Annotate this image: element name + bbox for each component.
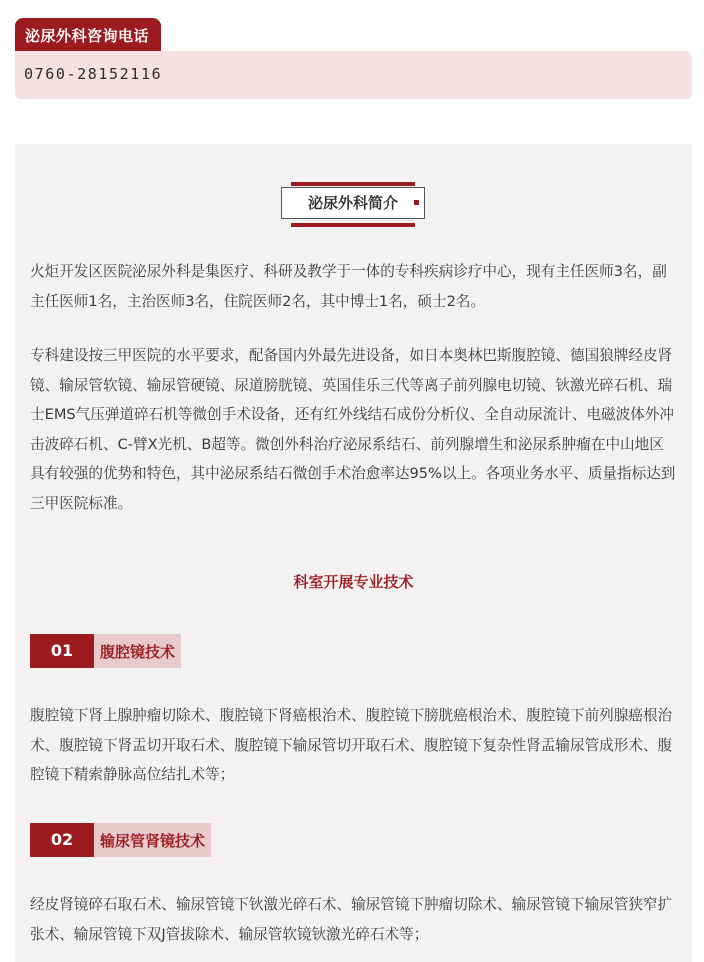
technique-number: 02	[30, 823, 94, 857]
intro-panel	[15, 144, 692, 962]
section-title-frame	[281, 182, 427, 226]
contact-label: 泌尿外科咨询电话	[15, 18, 161, 52]
contact-box	[15, 51, 692, 99]
technique-name: 腹腔镜技术	[94, 634, 181, 668]
technique-description-1: 腹腔镜下肾上腺肿瘤切除术、腹腔镜下肾癌根治术、腹腔镜下膀胱癌根治术、腹腔镜下前列腺癌根治术、腹腔镜下肾盂切开取石术、腹腔镜下输尿管切开取石术、腹腔镜下复杂性肾盂输尿管成形术、腹腔镜下精索静脉高位结扎术等；	[30, 707, 673, 783]
section-title: 泌尿外科简介	[281, 187, 425, 219]
title-dot-right	[414, 200, 419, 205]
techniques-heading: 科室开展专业技术	[293, 573, 414, 591]
technique-description-2: 经皮肾镜碎石取石术、输尿管镜下钬激光碎石术、输尿管镜下肿瘤切除术、输尿管镜下输尿管狭窄扩张术、输尿管镜下双J管拔除术、输尿管软镜钬激光碎石术等；	[30, 896, 673, 943]
intro-paragraph-1: 火炬开发区医院泌尿外科是集医疗、科研及教学于一体的专科疾病诊疗中心，现有主任医师3名，副主任医师1名，主治医师3名，住院医师2名，其中博士1名，硕士2名。	[30, 263, 667, 310]
technique-number: 01	[30, 634, 94, 668]
technique-name: 输尿管肾镜技术	[94, 823, 211, 857]
technique-header-2	[30, 823, 211, 857]
phone-number[interactable]: 0760-28152116	[24, 65, 163, 83]
title-bar-bottom	[291, 223, 415, 227]
intro-paragraph-2: 专科建设按三甲医院的水平要求，配备国内外最先进设备，如日本奥林巴斯腹腔镜、德国狼牌经皮肾镜、输尿管软镜、输尿管硬镜、尿道膀胱镜、英国佳乐三代等离子前列腺电切镜、钬激光碎石机、瑞士EMS气压弹道碎石机等微创手术设备，还有红外线结石成份分析仪、全自动尿流计、电磁波体外冲击波碎石机、C-臂X光机、B超等。微创外科治疗泌尿系结石、前列腺增生和泌尿系肿瘤在中山地区具有较强的优势和特色，其中泌尿系结石微创手术治愈率达95%以上。各项业务水平、质量指标达到三甲医院标准。	[30, 347, 676, 512]
title-bar-top	[291, 182, 415, 186]
technique-header-1	[30, 634, 181, 668]
